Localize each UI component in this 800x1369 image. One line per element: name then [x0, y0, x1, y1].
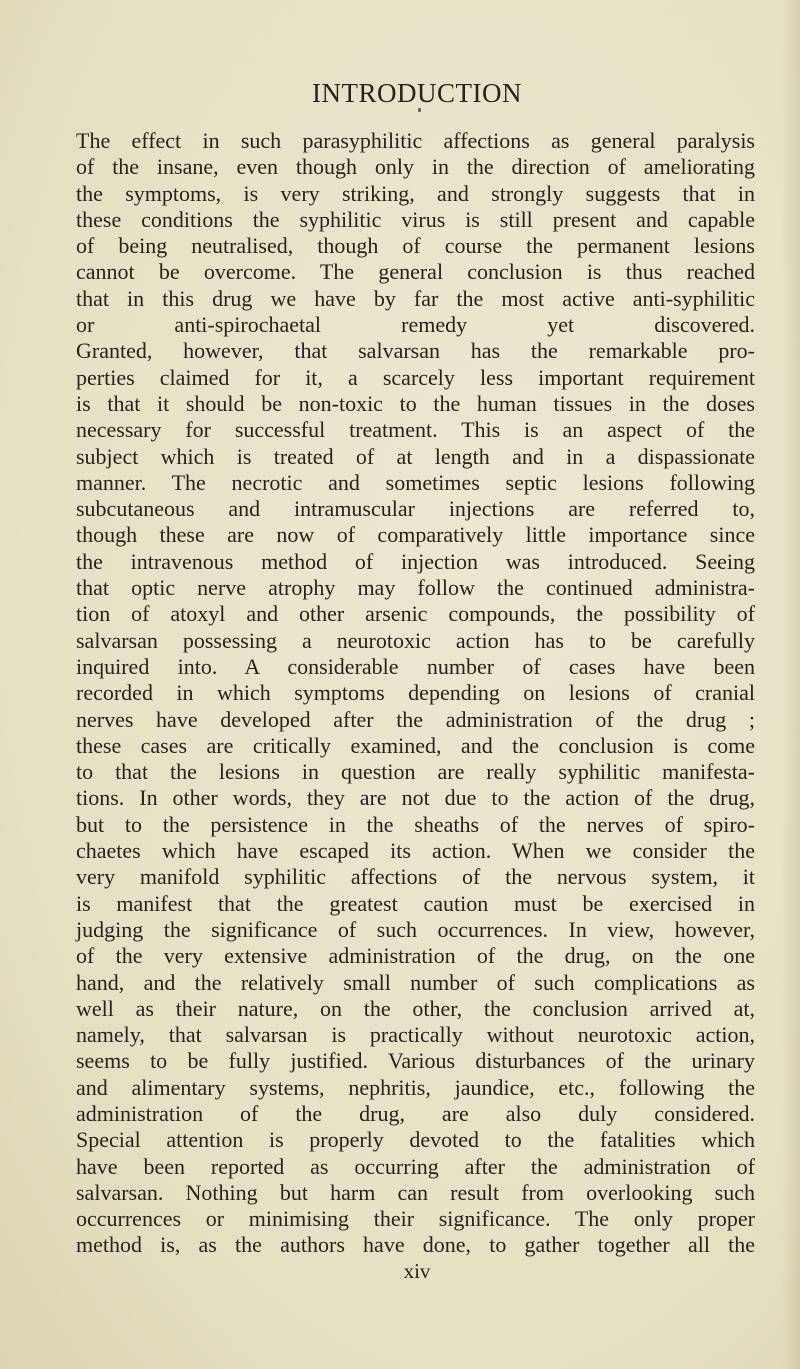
text-line: that optic nerve atrophy may follow the continued administra- — [76, 575, 755, 601]
text-line: method is, as the authors have done, to gather together all the — [76, 1232, 755, 1258]
text-line: tion of atoxyl and other arsenic compounds, the possibility of — [76, 601, 755, 627]
text-line: very manifold syphilitic affections of the nervous system, it — [76, 864, 755, 890]
text-line: Granted, however, that salvarsan has the remarkable pro- — [76, 338, 755, 364]
running-header: INTRODUCTION — [312, 78, 522, 108]
text-line: perties claimed for it, a scarcely less important requirement — [76, 364, 755, 390]
text-line: have been reported as occurring after the administration of — [76, 1153, 755, 1179]
text-line: salvarsan possessing a neurotoxic action has to be carefully — [76, 627, 755, 653]
text-line: though these are now of comparatively little importance since — [76, 522, 755, 548]
page-edge-shadow — [782, 0, 800, 1369]
text-line: subcutaneous and intramuscular injections are referred to, — [76, 496, 755, 522]
text-line: hand, and the relatively small number of such complications as — [76, 969, 755, 995]
text-line: seems to be fully justified. Various disturbances of the urinary — [76, 1048, 755, 1074]
text-line: chaetes which have escaped its action. When we consider the — [76, 838, 755, 864]
page-number: xiv — [403, 1259, 431, 1283]
text-line: well as their nature, on the other, the conclusion arrived at, — [76, 995, 755, 1021]
text-line: namely, that salvarsan is practically without neurotoxic action, — [76, 1022, 755, 1048]
text-line: of being neutralised, though of course the permanent lesions — [76, 233, 755, 259]
text-line: these cases are critically examined, and the conclusion is come — [76, 732, 755, 758]
text-line: that in this drug we have by far the most active anti-syphilitic — [76, 285, 755, 311]
text-line: of the insane, even though only in the direction of ameliorating — [76, 154, 755, 180]
text-line: administration of the drug, are also duly considered. — [76, 1100, 755, 1126]
text-line: the symptoms, is very striking, and strongly suggests that in — [76, 180, 755, 206]
text-line: manner. The necrotic and sometimes septic lesions following — [76, 469, 755, 495]
body-text — [76, 128, 755, 1259]
text-line: necessary for successful treatment. This is an aspect of the — [76, 417, 755, 443]
text-line: judging the significance of such occurrences. In view, however, — [76, 916, 755, 942]
text-line: cannot be overcome. The general conclusion is thus reached — [76, 259, 755, 285]
text-line: and alimentary systems, nephritis, jaundice, etc., following the — [76, 1074, 755, 1100]
text-line: Special attention is properly devoted to the fatalities which — [76, 1127, 755, 1153]
text-line: is manifest that the greatest caution must be exercised in — [76, 890, 755, 916]
text-line: The effect in such parasyphilitic affections as general paralysis — [76, 128, 755, 153]
text-line: is that it should be non-toxic to the human tissues in the doses — [76, 390, 755, 416]
text-line: recorded in which symptoms depending on lesions of cranial — [76, 680, 755, 706]
text-line: the intravenous method of injection was introduced. Seeing — [76, 548, 755, 574]
text-line: or anti-spirochaetal remedy yet discovered. — [76, 312, 755, 338]
text-line: to that the lesions in question are really syphilitic manifesta- — [76, 759, 755, 785]
text-line: nerves have developed after the administration of the drug ; — [76, 706, 755, 732]
text-line: occurrences or minimising their significance. The only proper — [76, 1206, 755, 1232]
text-line: of the very extensive administration of the drug, on the one — [76, 943, 755, 969]
text-line: subject which is treated of at length and in a dispassionate — [76, 443, 755, 469]
print-speck — [418, 108, 421, 112]
text-line: these conditions the syphilitic virus is still present and capable — [76, 206, 755, 232]
text-line: tions. In other words, they are not due to the action of the drug, — [76, 785, 755, 811]
text-line: but to the persistence in the sheaths of the nerves of spiro- — [76, 811, 755, 837]
text-line: inquired into. A considerable number of cases have been — [76, 653, 755, 679]
text-line: salvarsan. Nothing but harm can result from overlooking such — [76, 1179, 755, 1205]
